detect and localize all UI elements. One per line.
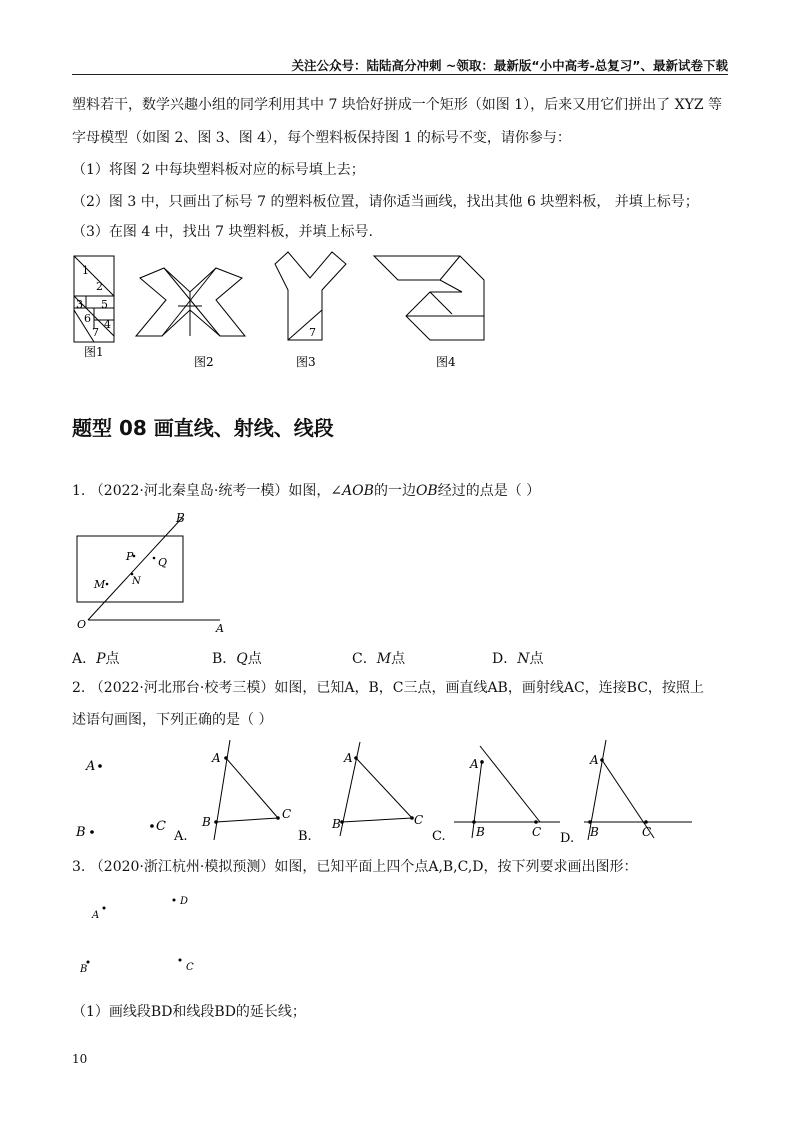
q2-d-label-a: A [590, 753, 599, 767]
q2-c-label-b: B [476, 825, 485, 839]
q3-label-c: C [186, 962, 194, 973]
q2-option-b-letter[interactable]: B. [298, 829, 312, 844]
q2-given-label-b: B [76, 825, 86, 840]
figure-3-caption: 图3 [296, 355, 316, 369]
q2-d-label-c: C [642, 825, 652, 839]
q2-option-a-figure [214, 740, 278, 840]
figure-4-caption: 图4 [436, 355, 456, 369]
header-rule [72, 74, 728, 75]
q1-stem [72, 481, 540, 501]
q3-label-d: D [180, 896, 189, 907]
fig1-label-1: 1 [82, 264, 89, 277]
fig1-label-3: 3 [76, 298, 83, 311]
q1-point-m [106, 583, 109, 586]
q1-option-a[interactable]: A．P点 [72, 651, 120, 667]
q3-sub-1: （1）画线段BD和线段BD的延长线； [72, 1004, 306, 1020]
q3-label-a: A [92, 910, 100, 921]
q1-point-q [153, 557, 156, 560]
q1-stem-ob: OB [415, 483, 438, 499]
fig1-label-4: 4 [104, 318, 111, 331]
q2-b-label-c: C [414, 813, 424, 827]
q2-option-a-letter[interactable]: A. [174, 829, 188, 844]
fig3-label-7: 7 [309, 326, 316, 339]
q3-label-b: B [80, 964, 88, 975]
fig1-label-7: 7 [92, 326, 99, 339]
q1-stem-pre: 1. （2022·河北秦皇岛·统考一模）如图， [72, 483, 331, 499]
section-title: 题型 08 画直线、射线、线段 [72, 416, 334, 440]
q1-label-m: M [94, 578, 106, 591]
intro-question-2: （2）图 3 中，只画出了标号 7 的塑料板位置，请你适当画线，找出其他 6 块塑料板， 并填上标号； [72, 194, 699, 210]
fig1-label-5: 5 [101, 298, 108, 311]
fig1-label-2: 2 [96, 280, 103, 293]
q1-stem-post: 经过的点是（ ） [437, 483, 541, 499]
q2-c-label-a: A [470, 757, 479, 771]
intro-line-2: 字母模型（如图 2、图 3、图 4），每个塑料板保持图 1 的标号不变，请你参与： [72, 130, 571, 146]
q2-d-label-b: B [590, 825, 599, 839]
q3-points-figure [70, 888, 210, 983]
q2-option-d-figure [584, 740, 692, 840]
figure-1-caption: 图1 [84, 345, 104, 359]
page-header: 关注公众号：陆陆高分冲刺 ~领取：最新版“小中高考-总复习”、最新试卷下载 [291, 58, 728, 73]
tangram-figures [70, 250, 500, 370]
q3-point-a [103, 907, 106, 910]
q2-a-label-b: B [202, 815, 211, 829]
q1-label-b: B [176, 511, 185, 525]
q1-stem-mid: 的一边 [373, 483, 416, 499]
figure-4-z-shape [374, 256, 484, 340]
page-number: 10 [72, 1052, 88, 1066]
figure-2-caption: 图2 [194, 355, 214, 369]
intro-question-3: （3）在图 4 中，找出 7 块塑料板，并填上标号. [72, 224, 373, 240]
q1-option-c[interactable]: C．M点 [352, 651, 406, 667]
q2-given-points [75, 759, 166, 840]
figure-2-x-shape [136, 268, 245, 336]
q2-c-label-c: C [532, 825, 542, 839]
intro-question-1: （1）将图 2 中每块塑料板对应的标号填上去； [72, 162, 365, 178]
q2-a-label-c: C [282, 807, 292, 821]
intro-line-1: 塑料若干，数学兴趣小组的同学利用其中 7 块恰好拼成一个矩形（如图 1），后来又用它们拼出了 XYZ 等 [72, 97, 722, 113]
q1-label-p: P [126, 550, 134, 563]
q1-rectangle [77, 536, 183, 602]
q2-a-label-a: A [212, 751, 221, 765]
q1-label-n: N [132, 576, 141, 587]
q2-option-d-letter[interactable]: D. [560, 831, 575, 846]
q1-label-o: O [77, 618, 87, 631]
q2-line-1: 2. （2022·河北邢台·校考三模）如图，已知A，B，C三点，画直线AB，画射线AC，连接BC，按照上 [72, 680, 704, 696]
q1-stem-angle: ∠AOB [330, 483, 374, 499]
q1-label-q: Q [158, 556, 168, 569]
q2-line-2: 述语句画图，下列正确的是（ ） [72, 712, 273, 728]
q2-given-label-c: C [156, 819, 166, 834]
q2-given-label-a: A [86, 759, 96, 774]
q1-label-a: A [216, 622, 224, 635]
q2-b-label-a: A [344, 751, 353, 765]
q2-b-label-b: B [332, 817, 341, 831]
q1-ray-ob [88, 518, 182, 620]
fig1-label-6: 6 [84, 312, 91, 325]
q2-option-c-letter[interactable]: C. [432, 829, 446, 844]
q1-point-n [131, 573, 134, 576]
q1-figure [70, 510, 240, 635]
q3-line-1: 3. （2020·浙江杭州·模拟预测）如图，已知平面上四个点A,B,C,D，按下列要求画出图形： [72, 859, 638, 875]
q1-option-d[interactable]: D．N点 [492, 651, 544, 667]
q3-point-d [173, 899, 176, 902]
q1-option-b[interactable]: B．Q点 [212, 651, 262, 667]
q2-figures [70, 738, 710, 848]
q3-point-c [179, 959, 182, 962]
